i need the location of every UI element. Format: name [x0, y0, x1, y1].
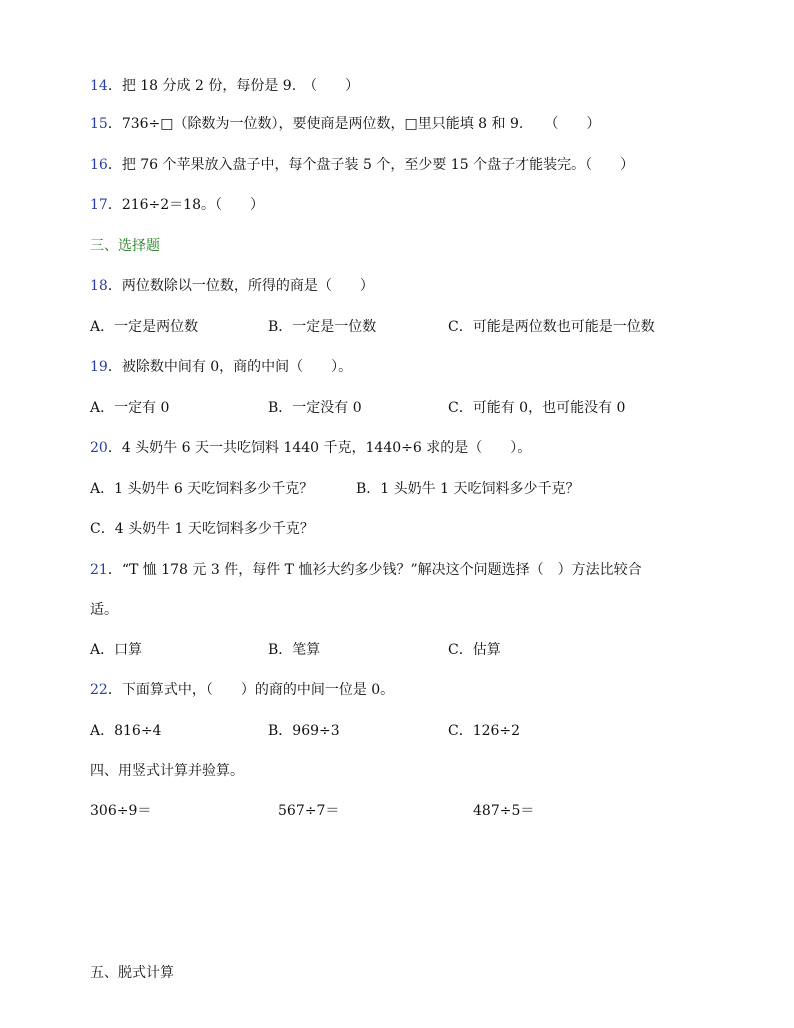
question-text: ．把 18 分成 2 份，每份是 9. （ ） [107, 78, 360, 94]
option-c: C．可能有 0，也可能没有 0 [448, 400, 626, 416]
calc-item: 306÷9＝ [90, 803, 152, 819]
section-title-choice: 三、选择题 [90, 238, 160, 254]
question-22 [90, 680, 394, 700]
question-15 [90, 114, 600, 134]
calc-item: 487÷5＝ [473, 803, 535, 819]
question-number: 17 [90, 197, 108, 213]
option-a: A．一定有 0 [90, 400, 170, 416]
question-number: 19 [90, 359, 108, 375]
question-19 [90, 357, 352, 377]
question-number: 21 [90, 562, 108, 578]
question-number: 14 [90, 78, 108, 94]
option-c: C．4 头奶牛 1 天吃饲料多少千克？ [90, 521, 314, 537]
option-a: A．1 头奶牛 6 天吃饲料多少千克？ [90, 481, 314, 497]
question-text: ．736÷□（除数为一位数），要使商是两位数，□里只能填 8 和 9. （ ） [107, 116, 601, 132]
question-text: ．把 76 个苹果放入盘子中，每个盘子装 5 个，至少要 15 个盘子才能装完。（ ） [107, 157, 635, 173]
option-c: C．可能是两位数也可能是一位数 [448, 319, 655, 335]
section-title-vertical-calc: 四、用竖式计算并验算。 [90, 763, 244, 779]
calc-item: 567÷7＝ [278, 803, 340, 819]
question-text: ．4 头奶牛 6 天一共吃饲料 1440 千克，1440÷6 求的是（ ）。 [107, 440, 532, 456]
question-18 [90, 276, 374, 296]
question-21 [90, 560, 642, 580]
option-c: C．126÷2 [448, 723, 521, 739]
section-title-step-calc: 五、脱式计算 [90, 965, 174, 981]
option-b: B．1 头奶牛 1 天吃饲料多少千克？ [356, 481, 580, 497]
question-text: ．两位数除以一位数，所得的商是（ ） [107, 278, 374, 294]
option-b: B．一定是一位数 [268, 319, 377, 335]
question-number: 18 [90, 278, 108, 294]
question-text: ．被除数中间有 0，商的中间（ ）。 [107, 359, 353, 375]
option-c: C．估算 [448, 642, 501, 658]
question-number: 16 [90, 157, 108, 173]
question-21-continued: 适。 [90, 602, 118, 618]
option-a: A．816÷4 [90, 723, 162, 739]
question-20 [90, 438, 531, 458]
question-number: 22 [90, 682, 108, 698]
question-number: 15 [90, 116, 108, 132]
question-16 [90, 155, 634, 175]
option-a: A．一定是两位数 [90, 319, 199, 335]
question-text: ．下面算式中，（ ）的商的中间一位是 0。 [107, 682, 395, 698]
option-b: B．969÷3 [268, 723, 340, 739]
question-number: 20 [90, 440, 108, 456]
option-a: A．口算 [90, 642, 143, 658]
question-text: ．“T 恤 178 元 3 件，每件 T 恤衫大约多少钱？”解决这个问题选择（ ）方法比较合 [107, 562, 642, 578]
option-b: B．一定没有 0 [268, 400, 362, 416]
option-b: B．笔算 [268, 642, 321, 658]
question-17 [90, 195, 264, 215]
question-14 [90, 76, 359, 96]
question-text: ．216÷2＝18。（ ） [107, 197, 265, 213]
